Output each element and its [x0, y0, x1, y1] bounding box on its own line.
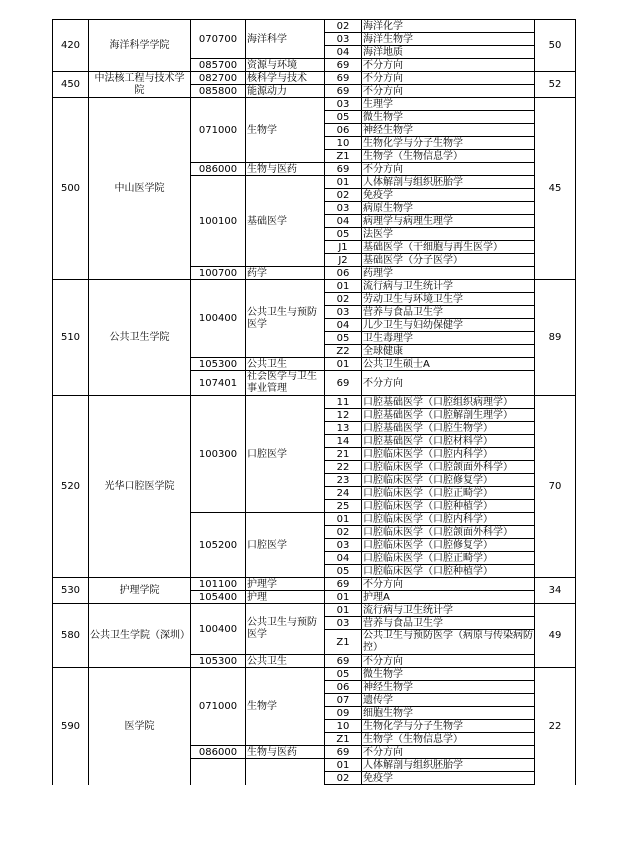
direction-code: J2: [325, 254, 362, 267]
enrollment-count: 70: [535, 396, 576, 578]
direction-name: 劳动卫生与环境卫生学: [362, 293, 535, 306]
direction-code: Z1: [325, 733, 362, 746]
enrollment-count: 89: [535, 280, 576, 396]
table-row: [53, 396, 576, 409]
direction-name: 神经生物学: [362, 681, 535, 694]
major-name: 护理: [246, 591, 325, 604]
major-code: 105200: [191, 513, 246, 578]
direction-code: 69: [325, 59, 362, 72]
direction-name: 公共卫生与预防医学（病原与传染病防控）: [363, 630, 533, 653]
direction-name: 病理学与病理生理学: [362, 215, 535, 228]
direction-name: 不分方向: [362, 85, 535, 98]
direction-name: 口腔临床医学（口腔正畸学）: [362, 487, 535, 500]
major-code: 100400: [191, 280, 246, 358]
enrollment-count: 22: [535, 668, 576, 785]
major-name: 生物学: [246, 98, 325, 163]
direction-code: 01: [325, 604, 362, 617]
major-name: 护理学: [246, 578, 325, 591]
direction-name: 口腔临床医学（口腔内科学）: [362, 448, 535, 461]
direction-name: 口腔临床医学（口腔种植学）: [362, 500, 535, 513]
enrollment-count: 45: [535, 98, 576, 280]
direction-name: 药理学: [362, 267, 535, 280]
direction-code: 03: [325, 202, 362, 215]
direction-name: 口腔临床医学（口腔修复学）: [362, 539, 535, 552]
direction-code: 06: [325, 681, 362, 694]
direction-name: 不分方向: [362, 72, 535, 85]
direction-code: 02: [325, 526, 362, 539]
table-row: [53, 280, 576, 293]
direction-name: 不分方向: [362, 578, 535, 591]
major-name: 口腔医学: [246, 513, 325, 578]
direction-name: 不分方向: [362, 371, 535, 396]
table-row: [53, 72, 576, 85]
direction-name: 微生物学: [362, 668, 535, 681]
direction-code: 05: [325, 111, 362, 124]
direction-code: Z1: [325, 630, 362, 655]
direction-code: 04: [325, 215, 362, 228]
direction-name: 人体解剖与组织胚胎学: [362, 759, 535, 772]
major-code: 071000: [191, 668, 246, 746]
direction-code: 12: [325, 409, 362, 422]
direction-name: 不分方向: [362, 163, 535, 176]
college-name: 公共卫生学院（深圳）: [89, 604, 191, 668]
direction-name: 海洋生物学: [362, 33, 535, 46]
direction-code: 01: [325, 358, 362, 371]
major-name: 药学: [246, 267, 325, 280]
college-name: 公共卫生学院: [89, 280, 191, 396]
direction-name: 口腔临床医学（口腔正畸学）: [362, 552, 535, 565]
major-name: 基础医学: [246, 176, 325, 267]
college-name: 光华口腔医学院: [89, 396, 191, 578]
major-code: 085800: [191, 85, 246, 98]
enrollment-count: 50: [535, 20, 576, 72]
direction-name: 生物化学与分子生物学: [362, 137, 535, 150]
direction-code: 25: [325, 500, 362, 513]
table-row: [53, 578, 576, 591]
direction-code: 07: [325, 694, 362, 707]
major-name: 能源动力: [246, 85, 325, 98]
direction-name: 生物学（生物信息学）: [362, 733, 535, 746]
direction-code: Z2: [325, 345, 362, 358]
major-code: 105300: [191, 655, 246, 668]
major-name: 核科学与技术: [246, 72, 325, 85]
direction-code: 05: [325, 565, 362, 578]
major-code: 082700: [191, 72, 246, 85]
direction-code: 69: [325, 578, 362, 591]
college-name: 医学院: [89, 668, 191, 785]
direction-code: 06: [325, 267, 362, 280]
direction-code: 69: [325, 655, 362, 668]
direction-code: 10: [325, 720, 362, 733]
direction-code: 13: [325, 422, 362, 435]
college-code: 500: [53, 98, 89, 280]
direction-code: 05: [325, 668, 362, 681]
college-code: 420: [53, 20, 89, 72]
major-code: 100400: [191, 604, 246, 655]
major-name: 公共卫生: [246, 358, 325, 371]
direction-name: 全球健康: [362, 345, 535, 358]
direction-name: 海洋化学: [362, 20, 535, 33]
direction-name: 口腔基础医学（口腔材料学）: [362, 435, 535, 448]
direction-code: 01: [325, 759, 362, 772]
direction-name: 神经生物学: [362, 124, 535, 137]
major-code: 071000: [191, 98, 246, 163]
direction-code: 04: [325, 46, 362, 59]
direction-code: 04: [325, 319, 362, 332]
direction-code: 14: [325, 435, 362, 448]
direction-code: 11: [325, 396, 362, 409]
major-code: 107401: [191, 371, 246, 396]
enrollment-count: 34: [535, 578, 576, 604]
direction-code: 05: [325, 228, 362, 241]
major-code: 101100: [191, 578, 246, 591]
direction-name: 口腔临床医学（口腔颌面外科学）: [362, 461, 535, 474]
direction-code: 02: [325, 772, 362, 785]
major-name: 公共卫生与预防医学: [246, 280, 325, 358]
direction-name: 口腔基础医学（口腔解剖生理学）: [362, 409, 535, 422]
college-code: 450: [53, 72, 89, 98]
direction-code: 69: [325, 85, 362, 98]
direction-name: 公共卫生硕士A: [362, 358, 535, 371]
direction-code: 10: [325, 137, 362, 150]
direction-code: J1: [325, 241, 362, 254]
direction-code: 04: [325, 552, 362, 565]
major-code: 086000: [191, 746, 246, 759]
direction-code: 69: [325, 371, 362, 396]
major-name: 口腔医学: [246, 396, 325, 513]
college-name: 海洋科学学院: [89, 20, 191, 72]
table-row: [53, 98, 576, 111]
direction-name: 病原生物学: [362, 202, 535, 215]
college-name: 中法核工程与技术学院: [89, 72, 191, 98]
major-code: 105300: [191, 358, 246, 371]
major-name: 公共卫生: [246, 655, 325, 668]
direction-code: 01: [325, 513, 362, 526]
direction-code: 01: [325, 280, 362, 293]
direction-name: 口腔临床医学（口腔内科学）: [362, 513, 535, 526]
direction-name: 流行病与卫生统计学: [362, 280, 535, 293]
direction-name: 生理学: [362, 98, 535, 111]
enrollment-count: 52: [535, 72, 576, 98]
major-code: [191, 759, 246, 785]
college-code: 530: [53, 578, 89, 604]
direction-name: 微生物学: [362, 111, 535, 124]
major-code: 105400: [191, 591, 246, 604]
direction-name: 生物化学与分子生物学: [362, 720, 535, 733]
major-code: 085700: [191, 59, 246, 72]
direction-code: Z1: [325, 150, 362, 163]
direction-code: 01: [325, 176, 362, 189]
direction-name: 口腔基础医学（口腔生物学）: [362, 422, 535, 435]
direction-code: 69: [325, 746, 362, 759]
direction-name: 口腔基础医学（口腔组织病理学）: [362, 396, 535, 409]
enrollment-count: 49: [535, 604, 576, 668]
direction-name: 基础医学（分子医学）: [362, 254, 535, 267]
direction-code: 01: [325, 591, 362, 604]
college-code: 590: [53, 668, 89, 785]
direction-name: 免疫学: [362, 772, 535, 785]
major-name: 社会医学与卫生事业管理: [246, 371, 325, 396]
direction-name: 流行病与卫生统计学: [362, 604, 535, 617]
direction-name: 基础医学（干细胞与再生医学）: [362, 241, 535, 254]
direction-code: 03: [325, 306, 362, 319]
direction-name: 海洋地质: [362, 46, 535, 59]
table-row: [53, 20, 576, 33]
major-code: 100300: [191, 396, 246, 513]
direction-code: 02: [325, 293, 362, 306]
direction-code: 03: [325, 539, 362, 552]
direction-name: 免疫学: [362, 189, 535, 202]
college-name: 中山医学院: [89, 98, 191, 280]
direction-name: 遗传学: [362, 694, 535, 707]
direction-name: 法医学: [362, 228, 535, 241]
direction-code: 22: [325, 461, 362, 474]
direction-name: 不分方向: [362, 59, 535, 72]
college-code: 580: [53, 604, 89, 668]
direction-code: 03: [325, 33, 362, 46]
major-name: 资源与环境: [246, 59, 325, 72]
direction-name: 营养与食品卫生学: [362, 306, 535, 319]
direction-name: 不分方向: [362, 655, 535, 668]
direction-code: 02: [325, 189, 362, 202]
major-name: [246, 759, 325, 785]
direction-code: 03: [325, 98, 362, 111]
enrollment-table: [52, 19, 576, 785]
direction-code: 09: [325, 707, 362, 720]
college-code: 510: [53, 280, 89, 396]
direction-name: 营养与食品卫生学: [362, 617, 535, 630]
college-name: 护理学院: [89, 578, 191, 604]
college-code: 520: [53, 396, 89, 578]
major-name: 生物与医药: [246, 163, 325, 176]
major-name: 生物与医药: [246, 746, 325, 759]
direction-name: 人体解剖与组织胚胎学: [362, 176, 535, 189]
major-name: 公共卫生与预防医学: [246, 604, 325, 655]
direction-code: 21: [325, 448, 362, 461]
direction-code: 05: [325, 332, 362, 345]
direction-name: 不分方向: [362, 746, 535, 759]
major-code: 070700: [191, 20, 246, 59]
direction-name: 口腔临床医学（口腔修复学）: [362, 474, 535, 487]
direction-code: 69: [325, 163, 362, 176]
major-name: 海洋科学: [246, 20, 325, 59]
direction-name: 卫生毒理学: [362, 332, 535, 345]
direction-code: 23: [325, 474, 362, 487]
direction-name: 生物学（生物信息学）: [362, 150, 535, 163]
direction-name: 儿少卫生与妇幼保健学: [362, 319, 535, 332]
major-name: 生物学: [246, 668, 325, 746]
direction-code: 03: [325, 617, 362, 630]
direction-code: 02: [325, 20, 362, 33]
direction-name: 细胞生物学: [362, 707, 535, 720]
direction-name: 口腔临床医学（口腔种植学）: [362, 565, 535, 578]
direction-code: 69: [325, 72, 362, 85]
direction-code: 24: [325, 487, 362, 500]
major-code: 086000: [191, 163, 246, 176]
table-row: [53, 668, 576, 681]
direction-name: 护理A: [362, 591, 535, 604]
major-code: 100100: [191, 176, 246, 267]
direction-name: 口腔临床医学（口腔颌面外科学）: [362, 526, 535, 539]
table-row: [53, 604, 576, 617]
direction-code: 06: [325, 124, 362, 137]
major-code: 100700: [191, 267, 246, 280]
